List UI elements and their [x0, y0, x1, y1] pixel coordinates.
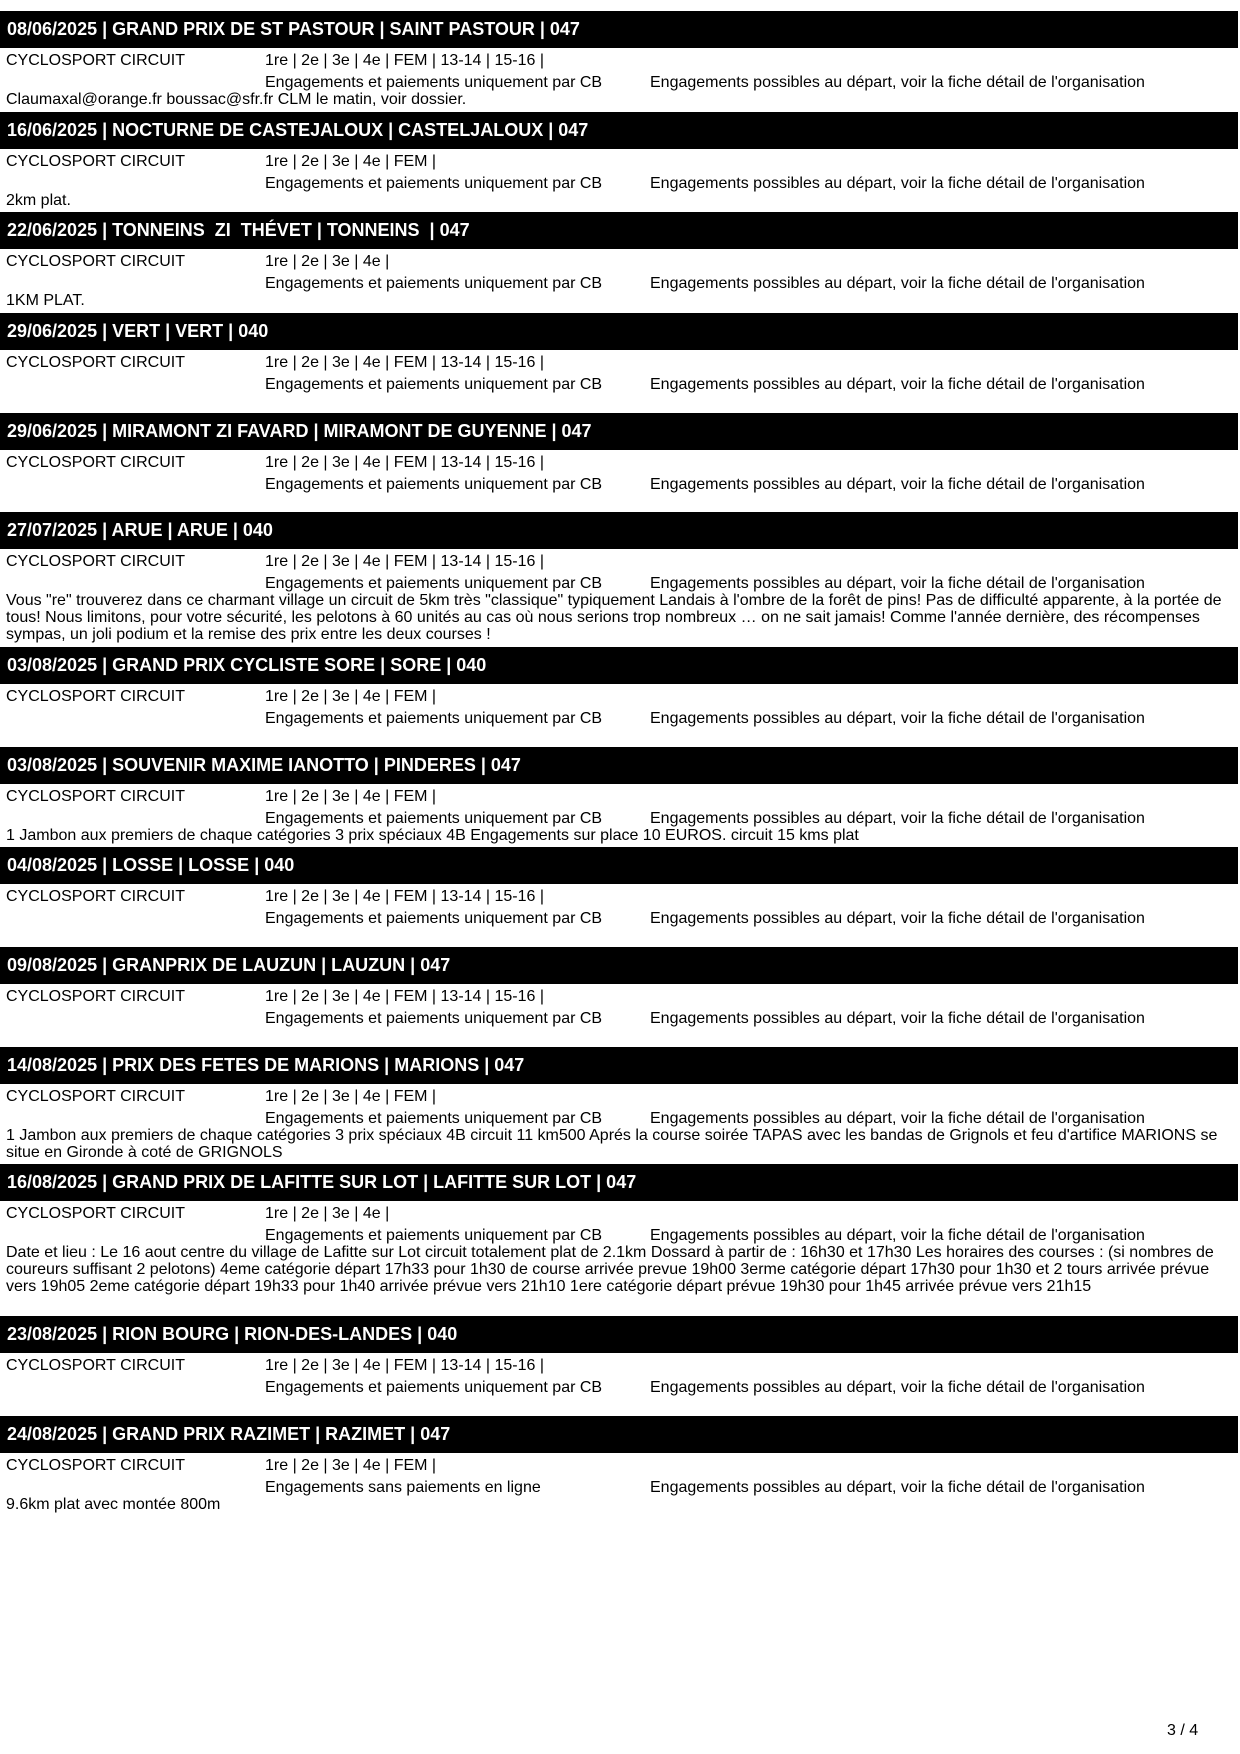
event-categories: 1re | 2e | 3e | 4e | FEM | 13-14 | 15-16 |	[265, 354, 545, 371]
event-payment: Engagements et paiements uniquement par CB	[265, 476, 603, 493]
event-engagement: Engagements possibles au départ, voir la fiche détail de l'organisation	[650, 710, 1145, 727]
event-categories: 1re | 2e | 3e | 4e | FEM | 13-14 | 15-16 |	[265, 553, 545, 570]
event-title: 04/08/2025 | LOSSE | LOSSE | 040	[0, 847, 1238, 884]
event-engagement: Engagements possibles au départ, voir la fiche détail de l'organisation	[650, 1010, 1145, 1027]
event-title: 22/06/2025 | TONNEINS ZI THÉVET | TONNEINS | 047	[0, 212, 1238, 249]
event-payment: Engagements et paiements uniquement par CB	[265, 275, 603, 292]
event-type: CYCLOSPORT CIRCUIT	[6, 788, 185, 805]
event-type: CYCLOSPORT CIRCUIT	[6, 454, 185, 471]
event-title: 09/08/2025 | GRANPRIX DE LAUZUN | LAUZUN | 047	[0, 947, 1238, 984]
event-type: CYCLOSPORT CIRCUIT	[6, 1205, 185, 1222]
event-title: 08/06/2025 | GRAND PRIX DE ST PASTOUR | SAINT PASTOUR | 047	[0, 11, 1238, 48]
event-note: 2km plat.	[6, 192, 71, 209]
event-payment: Engagements et paiements uniquement par CB	[265, 175, 603, 192]
event-categories: 1re | 2e | 3e | 4e | FEM | 13-14 | 15-16 |	[265, 988, 545, 1005]
event-title: 27/07/2025 | ARUE | ARUE | 040	[0, 512, 1238, 549]
event-categories: 1re | 2e | 3e | 4e | FEM |	[265, 688, 437, 705]
page-number: 3 / 4	[1167, 1722, 1199, 1739]
event-title: 14/08/2025 | PRIX DES FETES DE MARIONS | MARIONS | 047	[0, 1047, 1238, 1084]
event-title: 03/08/2025 | GRAND PRIX CYCLISTE SORE | SORE | 040	[0, 647, 1238, 684]
event-engagement: Engagements possibles au départ, voir la fiche détail de l'organisation	[650, 476, 1145, 493]
event-type: CYCLOSPORT CIRCUIT	[6, 1088, 185, 1105]
event-payment: Engagements et paiements uniquement par CB	[265, 710, 603, 727]
event-categories: 1re | 2e | 3e | 4e | FEM | 13-14 | 15-16 |	[265, 52, 545, 69]
event-note: Vous "re" trouverez dans ce charmant village un circuit de 5km très "classique" typiquement Landais à l'ombre de la forêt de pins! Pas de difficulté apparente, à la portée de tous! Nous limitons, pour votre sécurité, les pelotons à 60 unités au cas où nous serions trop nombreux … on ne sait jamais! Comme l'année dernière, des récompenses sympas, un joli podium et la remise des prix entre les deux courses !	[6, 592, 1222, 643]
event-categories: 1re | 2e | 3e | 4e | FEM | 13-14 | 15-16 |	[265, 1357, 545, 1374]
event-note: 1 Jambon aux premiers de chaque catégories 3 prix spéciaux 4B circuit 11 km500 Aprés la course soirée TAPAS avec les bandas de Grignols et feu d'artifice MARIONS se situe en Gironde à coté de GRIGNOLS	[6, 1127, 1218, 1161]
event-categories: 1re | 2e | 3e | 4e | FEM |	[265, 1088, 437, 1105]
event-title: 29/06/2025 | VERT | VERT | 040	[0, 313, 1238, 350]
event-title: 29/06/2025 | MIRAMONT ZI FAVARD | MIRAMONT DE GUYENNE | 047	[0, 413, 1238, 450]
event-categories: 1re | 2e | 3e | 4e | FEM | 13-14 | 15-16 |	[265, 454, 545, 471]
event-title: 03/08/2025 | SOUVENIR MAXIME IANOTTO | PINDERES | 047	[0, 747, 1238, 784]
event-engagement: Engagements possibles au départ, voir la fiche détail de l'organisation	[650, 1379, 1145, 1396]
event-title: 24/08/2025 | GRAND PRIX RAZIMET | RAZIMET | 047	[0, 1416, 1238, 1453]
event-engagement: Engagements possibles au départ, voir la fiche détail de l'organisation	[650, 575, 1145, 592]
event-engagement: Engagements possibles au départ, voir la fiche détail de l'organisation	[650, 275, 1145, 292]
event-engagement: Engagements possibles au départ, voir la fiche détail de l'organisation	[650, 175, 1145, 192]
event-engagement: Engagements possibles au départ, voir la fiche détail de l'organisation	[650, 1479, 1145, 1496]
event-engagement: Engagements possibles au départ, voir la fiche détail de l'organisation	[650, 910, 1145, 927]
event-type: CYCLOSPORT CIRCUIT	[6, 52, 185, 69]
event-type: CYCLOSPORT CIRCUIT	[6, 253, 185, 270]
event-payment: Engagements et paiements uniquement par CB	[265, 1010, 603, 1027]
event-categories: 1re | 2e | 3e | 4e |	[265, 1205, 390, 1222]
event-engagement: Engagements possibles au départ, voir la fiche détail de l'organisation	[650, 1110, 1145, 1127]
event-payment: Engagements et paiements uniquement par CB	[265, 910, 603, 927]
event-categories: 1re | 2e | 3e | 4e | FEM | 13-14 | 15-16 |	[265, 888, 545, 905]
event-type: CYCLOSPORT CIRCUIT	[6, 1457, 185, 1474]
event-engagement: Engagements possibles au départ, voir la fiche détail de l'organisation	[650, 74, 1145, 91]
event-type: CYCLOSPORT CIRCUIT	[6, 354, 185, 371]
event-categories: 1re | 2e | 3e | 4e | FEM |	[265, 1457, 437, 1474]
event-payment: Engagements et paiements uniquement par CB	[265, 1110, 603, 1127]
event-note: Claumaxal@orange.fr boussac@sfr.fr CLM le matin, voir dossier.	[6, 91, 467, 108]
event-categories: 1re | 2e | 3e | 4e |	[265, 253, 390, 270]
event-note: Date et lieu : Le 16 aout centre du village de Lafitte sur Lot circuit totalement plat de 2.1km Dossard à partir de : 16h30 et 17h30 Les horaires des courses : (si nombres de coureurs suffisant 2 pelotons) 4eme catégorie départ 17h33 pour 1h30 de course arrivée prevue 19h00 3erme catégorie départ 17h30 pour 1h30 et 2 tours arrivée prévue vers 19h05 2eme catégorie départ 19h33 pour 1h40 arrivée prévue vers 21h10 1ere catégorie départ prévue 19h30 pour 1h45 arrivée prévue vers 21h15	[6, 1244, 1214, 1295]
event-categories: 1re | 2e | 3e | 4e | FEM |	[265, 153, 437, 170]
event-title: 16/06/2025 | NOCTURNE DE CASTEJALOUX | CASTELJALOUX | 047	[0, 112, 1238, 149]
event-payment: Engagements et paiements uniquement par CB	[265, 376, 603, 393]
event-payment: Engagements et paiements uniquement par CB	[265, 810, 603, 827]
event-type: CYCLOSPORT CIRCUIT	[6, 688, 185, 705]
event-type: CYCLOSPORT CIRCUIT	[6, 553, 185, 570]
event-engagement: Engagements possibles au départ, voir la fiche détail de l'organisation	[650, 376, 1145, 393]
event-payment: Engagements et paiements uniquement par CB	[265, 1379, 603, 1396]
event-type: CYCLOSPORT CIRCUIT	[6, 888, 185, 905]
event-payment: Engagements sans paiements en ligne	[265, 1479, 541, 1496]
event-title: 16/08/2025 | GRAND PRIX DE LAFITTE SUR LOT | LAFITTE SUR LOT | 047	[0, 1164, 1238, 1201]
event-type: CYCLOSPORT CIRCUIT	[6, 153, 185, 170]
event-title: 23/08/2025 | RION BOURG | RION-DES-LANDES | 040	[0, 1316, 1238, 1353]
event-engagement: Engagements possibles au départ, voir la fiche détail de l'organisation	[650, 1227, 1145, 1244]
event-note: 1 Jambon aux premiers de chaque catégories 3 prix spéciaux 4B Engagements sur place 10 EUROS. circuit 15 kms plat	[6, 827, 859, 844]
event-note: 1KM PLAT.	[6, 292, 85, 309]
event-type: CYCLOSPORT CIRCUIT	[6, 1357, 185, 1374]
event-payment: Engagements et paiements uniquement par CB	[265, 575, 603, 592]
event-payment: Engagements et paiements uniquement par CB	[265, 1227, 603, 1244]
event-engagement: Engagements possibles au départ, voir la fiche détail de l'organisation	[650, 810, 1145, 827]
event-categories: 1re | 2e | 3e | 4e | FEM |	[265, 788, 437, 805]
event-payment: Engagements et paiements uniquement par CB	[265, 74, 603, 91]
event-note: 9.6km plat avec montée 800m	[6, 1496, 221, 1513]
event-type: CYCLOSPORT CIRCUIT	[6, 988, 185, 1005]
